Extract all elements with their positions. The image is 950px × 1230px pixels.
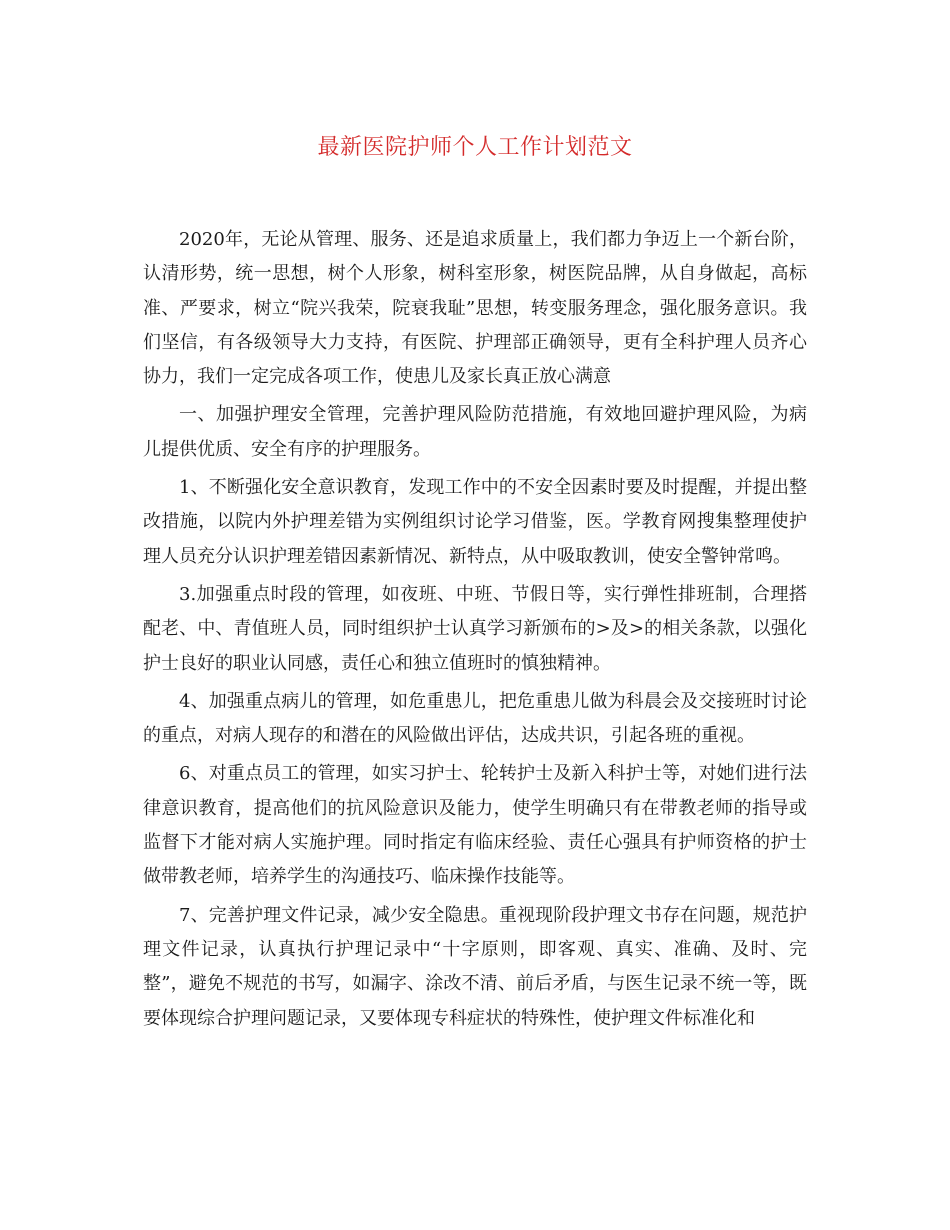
document-body	[143, 223, 807, 1040]
paragraph-intro: 2020年，无论从管理、服务、还是追求质量上，我们都力争迈上一个新台阶，认清形势，统一思想，树个人形象，树科室形象，树医院品牌，从自身做起，高标准、严要求，树立“院兴我荣，院衰我耻”思想，转变服务理念，强化服务意识。我们坚信，有各级领导大力支持，有医院、护理部正确领导，更有全科护理人员齐心协力，我们一定完成各项工作，使患儿及家长真正放心满意	[143, 229, 807, 388]
paragraph-item-1: 1、不断强化安全意识教育，发现工作中的不安全因素时要及时提醒，并提出整改措施，以院内外护理差错为实例组织讨论学习借鉴，医。学教育网搜集整理使护理人员充分认识护理差错因素新情况、新特点，从中吸取教训，使安全警钟常鸣。	[143, 477, 807, 567]
paragraph-item-6: 6、对重点员工的管理，如实习护士、轮转护士及新入科护士等，对她们进行法律意识教育，提高他们的抗风险意识及能力，使学生明确只有在带教老师的指导或监督下才能对病人实施护理。同时指定有临床经验、责任心强具有护师资格的护士做带教老师，培养学生的沟通技巧、临床操作技能等。	[143, 763, 807, 888]
paragraph-item-7: 7、完善护理文件记录，减少安全隐患。重视现阶段护理文书存在问题，规范护理文件记录，认真执行护理记录中“十字原则，即客观、真实、准确、及时、完整”，避免不规范的书写，如漏字、涂改不清、前后矛盾，与医生记录不统一等，既要体现综合护理问题记录，又要体现专科症状的特殊性，使护理文件标准化和	[143, 904, 807, 1029]
paragraph-item-3: 3.加强重点时段的管理，如夜班、中班、节假日等，实行弹性排班制，合理搭配老、中、青值班人员，同时组织护士认真学习新颁布的>及>的相关条款，以强化护士良好的职业认同感，责任心和独立值班时的慎独精神。	[143, 583, 807, 674]
document-title: 最新医院护师个人工作计划范文	[317, 135, 633, 160]
paragraph-item-4: 4、加强重点病儿的管理，如危重患儿，把危重患儿做为科晨会及交接班时讨论的重点，对病人现存的和潜在的风险做出评估，达成共识，引起各班的重视。	[143, 690, 807, 747]
paragraph-section-1: 一、加强护理安全管理，完善护理风险防范措施，有效地回避护理风险，为病儿提供优质、安全有序的护理服务。	[143, 404, 807, 460]
